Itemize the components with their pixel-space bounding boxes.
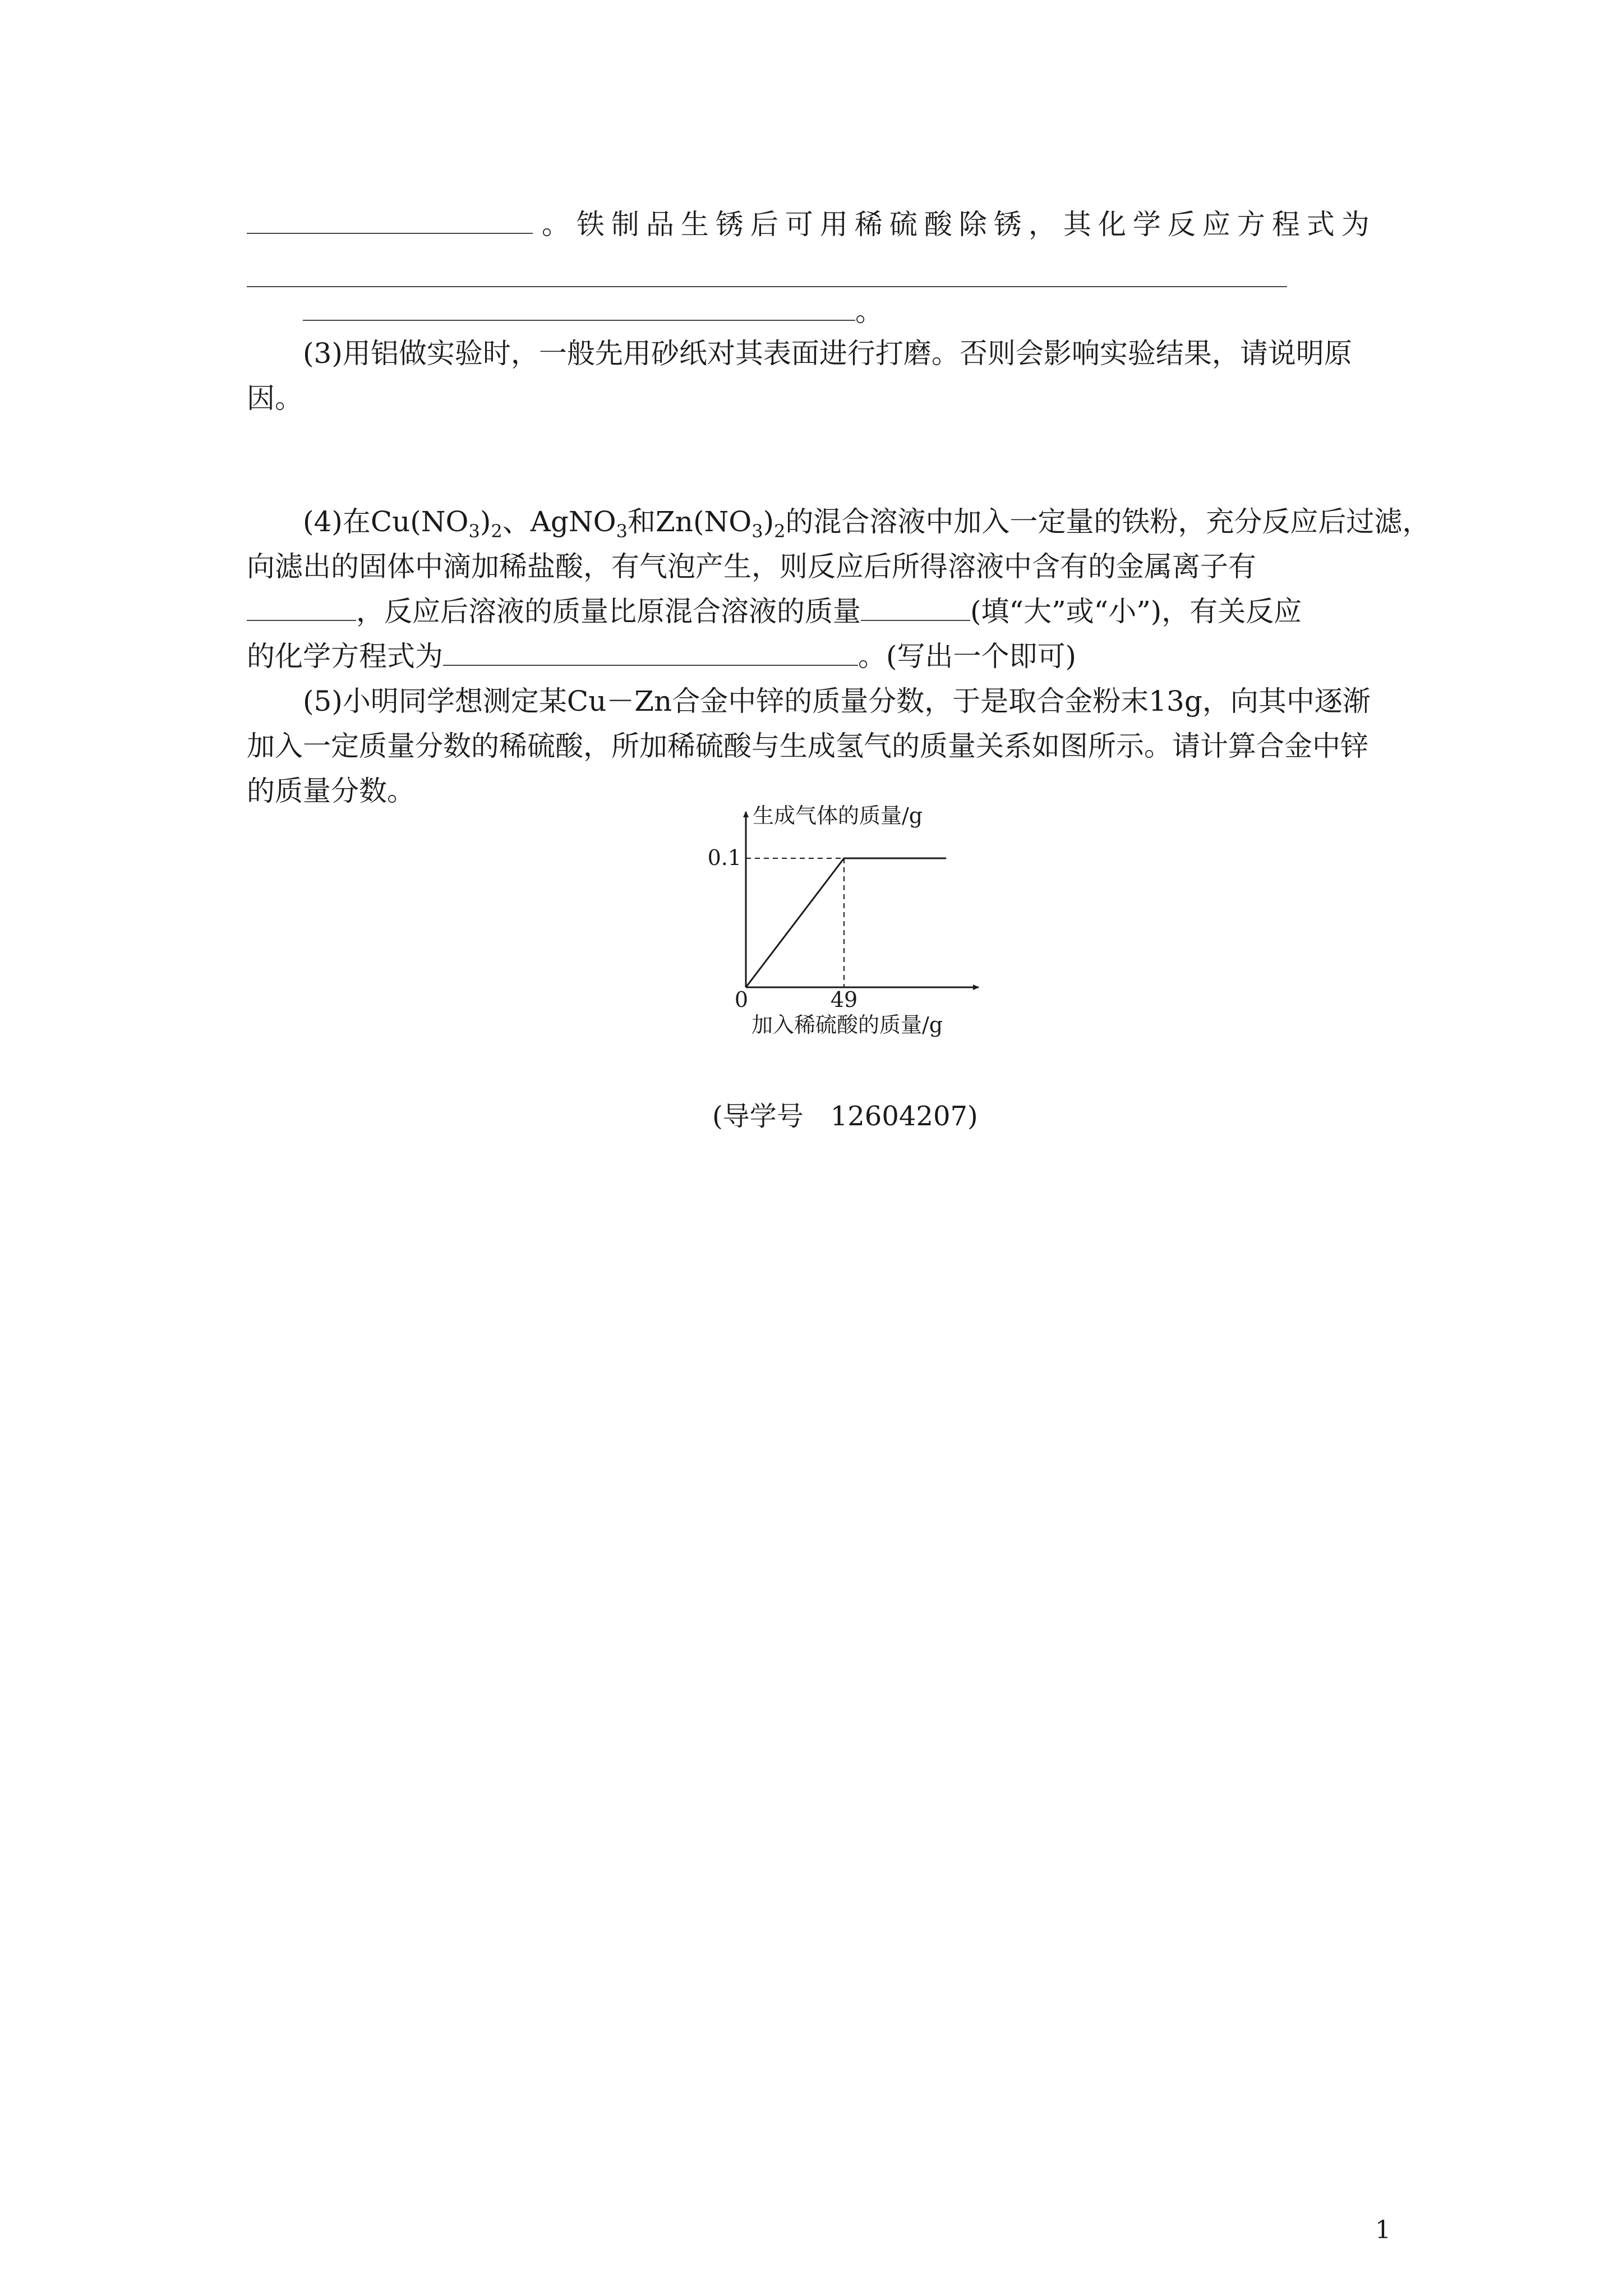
answer-blank[interactable] [247, 266, 1287, 287]
answer-blank[interactable] [247, 594, 356, 621]
question-3-line-2: 因。 [247, 382, 303, 415]
series-line [746, 858, 946, 987]
answer-blank[interactable] [443, 639, 858, 666]
gas-mass-chart [690, 799, 1004, 1041]
question-5-line-1: (5)小明同学想测定某Cu－Zn合金中锌的质量分数，于是取合金粉末13g，向其中逐渐 [303, 685, 1371, 717]
answer-blank[interactable] [303, 294, 855, 321]
guide-reference-number: (导学号 12604207) [712, 1101, 978, 1132]
origin-label: 0 [734, 987, 749, 1012]
question-5-line-3: 的质量分数。 [247, 775, 415, 807]
text-line-3: 。 [303, 289, 1447, 334]
x-tick-label: 49 [830, 987, 858, 1012]
line-text: 。铁制品生锈后可用稀硫酸除锈，其化学反应方程式为 [541, 208, 1376, 241]
text-line-1 [247, 202, 1391, 247]
question-3-line-1: (3)用铝做实验时，一般先用砂纸对其表面进行打磨。否则会影响实验结果，请说明原 [303, 337, 1352, 370]
y-axis-label: 生成气体的质量/g [753, 803, 923, 828]
question-4-line-1: (4)在$Cu(NO_3)_2$、AgNO$_3$和$Zn(NO_3)_2$的混合溶液中加入一定量的铁粉，充分反应后过滤， [303, 505, 1431, 542]
page-number: 1 [1375, 2216, 1391, 2244]
answer-blank[interactable] [247, 207, 533, 234]
question-5-line-2: 加入一定质量分数的稀硫酸，所加稀硫酸与生成氢气的质量关系如图所示。请计算合金中锌 [247, 730, 1368, 762]
question-4-line-3: ，反应后溶液的质量比原混合溶液的质量 (填“大”或“小”)，有关反应 [247, 589, 1391, 634]
question-4-line-2: 向滤出的固体中滴加稀盐酸，有气泡产生，则反应后所得溶液中含有的金属离子有 [247, 550, 1256, 583]
y-tick-label: 0.1 [707, 845, 741, 870]
question-4-line-4: 的化学方程式为 。(写出一个即可) [247, 640, 1077, 673]
chart-svg [690, 799, 1004, 1041]
x-axis-label: 加入稀硫酸的质量/g [751, 1013, 943, 1037]
answer-blank[interactable] [861, 594, 970, 621]
